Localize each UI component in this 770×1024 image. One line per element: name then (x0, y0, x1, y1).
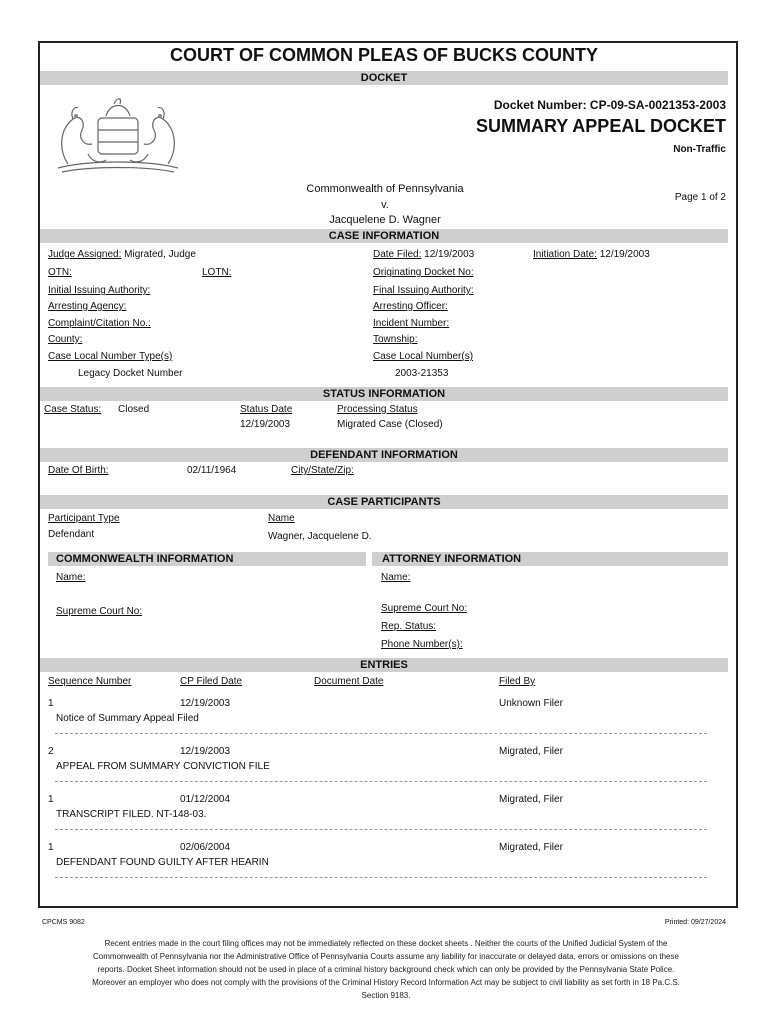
processing-status-value: Migrated Case (Closed) (337, 419, 443, 430)
docket-heading-bar: DOCKET (40, 71, 728, 85)
entries-col-cp-filed-date: CP Filed Date (180, 676, 243, 687)
entry-date: 02/06/2004 (180, 842, 231, 853)
lotn-label: LOTN: (202, 267, 232, 278)
initiation-date-row (533, 249, 650, 260)
commonwealth-information-heading: COMMONWEALTH INFORMATION (48, 552, 366, 566)
entry-divider (55, 829, 707, 830)
page-number: Page 1 of 2 (674, 192, 726, 203)
commonwealth-name-label: Name: (56, 572, 86, 583)
entry-seq: 1 (48, 794, 54, 805)
city-state-zip-label: City/State/Zip: (291, 465, 354, 476)
attorney-rep-status-label: Rep. Status: (381, 621, 437, 632)
judge-value: Migrated, Judge (124, 249, 196, 260)
status-date-value: 12/19/2003 (240, 419, 291, 430)
attorney-phone-label: Phone Number(s): (381, 639, 463, 650)
attorney-name-label: Name: (381, 572, 411, 583)
date-filed-label: Date Filed: (373, 249, 422, 260)
docket-type: SUMMARY APPEAL DOCKET (475, 116, 726, 136)
status-information-heading: STATUS INFORMATION (40, 387, 728, 401)
date-filed-row (373, 249, 474, 260)
entry-date: 01/12/2004 (180, 794, 231, 805)
local-number-type-value: Legacy Docket Number (78, 368, 183, 379)
entry-divider (55, 877, 707, 878)
status-date-label: Status Date (240, 404, 293, 415)
originating-docket-label: Originating Docket No: (373, 267, 474, 278)
arresting-agency-label: Arresting Agency: (48, 301, 127, 312)
entry-seq: 1 (48, 698, 54, 709)
local-number-value: 2003-21353 (395, 368, 449, 379)
participant-type-label: Participant Type (48, 513, 120, 524)
participant-name-label: Name (268, 513, 295, 524)
initiation-label: Initiation Date: (533, 249, 597, 260)
disclaimer: Recent entries made in the court filing offices may not be immediately reflected on these docket sheets . Neither the courts of the Unified Judicial System of the Commonwealth of Pennsylvania nor the Administrative Office of Pennsylvania Courts assume any liability for inaccurate or delayed data, errors or omissions on these reports. Docket Sheet information should not be used in place of a criminal history background check which can only be provided by the Pennsylvania State Police. Moreover an employer who does not comply with the provisions of the Criminal History Record Information Act may be subject to civil liability as set forth in 18 Pa.C.S. Section 9183. (92, 939, 680, 1000)
county-label: County: (48, 334, 83, 345)
participant-name-value: Wagner, Jacquelene D. (268, 531, 372, 542)
attorney-information-heading: ATTORNEY INFORMATION (372, 552, 728, 566)
final-authority-label: Final Issuing Authority: (373, 285, 474, 296)
case-status-label: Case Status: (44, 404, 102, 415)
entry-date: 12/19/2003 (180, 698, 231, 709)
case-information-heading: CASE INFORMATION (40, 229, 728, 243)
incident-number-label: Incident Number: (373, 318, 450, 329)
entries-col-filed-by: Filed By (499, 676, 536, 687)
complaint-label: Complaint/Citation No.: (48, 318, 151, 329)
participant-type-value: Defendant (48, 529, 95, 540)
commonwealth-supreme-label: Supreme Court No: (56, 606, 143, 617)
local-number-type-label: Case Local Number Type(s) (48, 351, 173, 362)
caption-defendant: Jacquelene D. Wagner (329, 214, 441, 226)
entry-description: APPEAL FROM SUMMARY CONVICTION FILE (56, 761, 270, 772)
entry-seq: 2 (48, 746, 54, 757)
arresting-officer-label: Arresting Officer: (373, 301, 448, 312)
processing-status-label: Processing Status (337, 404, 418, 415)
pennsylvania-seal-icon (48, 94, 188, 174)
docket-number: Docket Number: CP-09-SA-0021353-2003 (493, 98, 726, 112)
entry-filer: Migrated, Filer (499, 842, 563, 853)
entry-description: TRANSCRIPT FILED. NT-148-03. (56, 809, 207, 820)
entry-description: Notice of Summary Appeal Filed (56, 713, 199, 724)
case-status-value: Closed (118, 404, 150, 415)
entries-col-document-date: Document Date (314, 676, 384, 687)
docket-subtype: Non-Traffic (673, 144, 726, 155)
caption-plaintiff: Commonwealth of Pennsylvania (306, 183, 464, 195)
local-number-label: Case Local Number(s) (373, 351, 474, 362)
otn-label: OTN: (48, 267, 72, 278)
entry-date: 12/19/2003 (180, 746, 231, 757)
initial-authority-label: Initial Issuing Authority: (48, 285, 151, 296)
entry-description: DEFENDANT FOUND GUILTY AFTER HEARIN (56, 857, 269, 868)
printed-date: Printed: 09/27/2024 (664, 919, 726, 926)
caption-versus: v. (381, 199, 389, 211)
judge-label: Judge Assigned: (48, 249, 122, 260)
entry-seq: 1 (48, 842, 54, 853)
case-status-row (44, 404, 149, 415)
entry-divider (55, 733, 707, 734)
dob-value: 02/11/1964 (187, 465, 237, 476)
court-title: COURT OF COMMON PLEAS OF BUCKS COUNTY (170, 45, 598, 65)
case-participants-heading: CASE PARTICIPANTS (40, 495, 728, 509)
entry-filer: Migrated, Filer (499, 746, 563, 757)
date-filed-value: 12/19/2003 (424, 249, 475, 260)
attorney-supreme-label: Supreme Court No: (381, 603, 468, 614)
initiation-value: 12/19/2003 (599, 249, 650, 260)
judge-assigned-row (48, 249, 196, 260)
entry-filer: Migrated, Filer (499, 794, 563, 805)
entries-heading: ENTRIES (40, 658, 728, 672)
entry-filer: Unknown Filer (499, 698, 563, 709)
entries-col-sequence: Sequence Number (48, 676, 132, 687)
entry-divider (55, 781, 707, 782)
dob-label: Date Of Birth: (48, 465, 109, 476)
township-label: Township: (373, 334, 418, 345)
defendant-information-heading: DEFENDANT INFORMATION (40, 448, 728, 462)
form-id: CPCMS 9082 (42, 919, 85, 926)
